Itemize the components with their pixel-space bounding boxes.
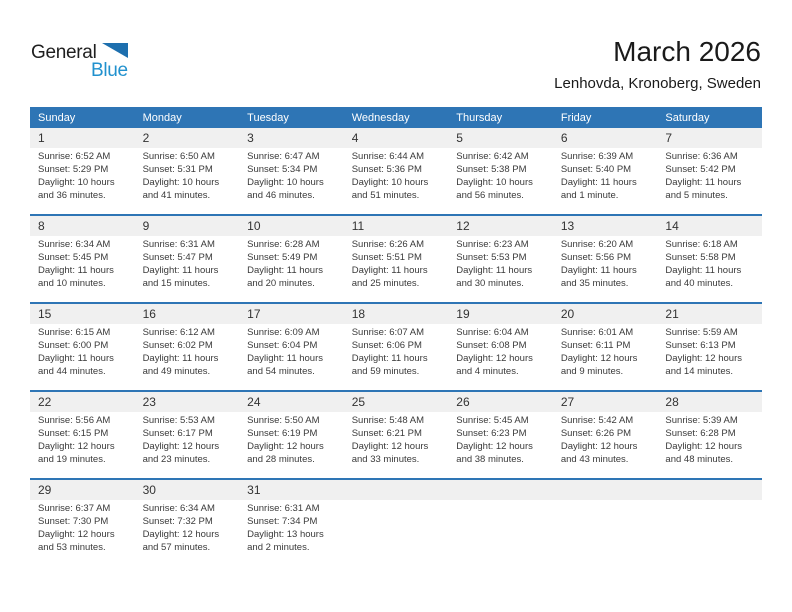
day-detail-line: Sunset: 5:36 PM: [351, 164, 422, 175]
day-number-band: [30, 128, 762, 148]
weekday-header-monday: Monday: [142, 111, 182, 124]
day-detail-line: Sunset: 5:40 PM: [560, 164, 632, 175]
day-detail-line: Sunset: 7:30 PM: [38, 516, 109, 527]
day-number: 8: [38, 219, 45, 233]
day-detail-line: Daylight: 11 hours: [560, 265, 637, 276]
day-detail-line: and 23 minutes.: [142, 454, 211, 465]
day-number: 20: [560, 307, 575, 321]
day-detail-line: and 9 minutes.: [560, 366, 624, 377]
day-number: 9: [142, 219, 150, 233]
day-number: 18: [351, 307, 366, 321]
day-number: 1: [38, 131, 45, 145]
day-number: 3: [247, 131, 254, 145]
week-row: [30, 214, 762, 302]
day-detail-line: and 10 minutes.: [38, 278, 106, 289]
day-details: [553, 150, 658, 202]
day-details: [239, 502, 344, 554]
weekday-header-wednesday: Wednesday: [351, 111, 410, 124]
weekday-header-saturday: Saturday: [665, 111, 710, 124]
day-details: [657, 414, 762, 466]
day-number: 15: [38, 307, 52, 321]
day-details-band: [30, 236, 762, 302]
day-detail-line: Daylight: 11 hours: [665, 177, 742, 188]
day-detail-line: Sunset: 6:19 PM: [247, 428, 318, 439]
day-number-band: [30, 480, 762, 500]
logo-triangle-icon: [102, 43, 128, 58]
day-detail-line: and 4 minutes.: [456, 366, 519, 377]
day-detail-line: Daylight: 10 hours: [456, 177, 533, 188]
day-detail-line: and 1 minute.: [560, 190, 619, 201]
day-detail-line: and 20 minutes.: [247, 278, 315, 289]
day-number: 25: [351, 395, 366, 409]
day-number: 14: [665, 219, 679, 233]
day-detail-line: Sunset: 5:49 PM: [247, 252, 318, 263]
page-title: March 2026: [613, 36, 761, 67]
day-detail-line: Daylight: 11 hours: [247, 353, 324, 364]
general-blue-logo: [31, 40, 151, 88]
day-details: [239, 414, 344, 466]
day-number: 11: [351, 219, 365, 233]
day-detail-line: Daylight: 11 hours: [351, 353, 428, 364]
day-detail-line: Daylight: 12 hours: [665, 441, 742, 452]
day-details: [30, 150, 135, 202]
day-detail-line: Daylight: 11 hours: [38, 265, 114, 276]
day-detail-line: Sunrise: 6:12 AM: [142, 327, 215, 338]
day-number: 21: [665, 307, 679, 321]
day-number-band: [30, 216, 762, 236]
day-detail-line: Daylight: 12 hours: [665, 353, 742, 364]
day-detail-line: Sunset: 6:21 PM: [351, 428, 422, 439]
day-detail-line: and 38 minutes.: [456, 454, 524, 465]
day-detail-line: Sunrise: 5:50 AM: [247, 415, 320, 426]
week-row: [30, 478, 762, 566]
weekday-header-thursday: Thursday: [456, 111, 503, 124]
day-detail-line: Daylight: 12 hours: [38, 529, 115, 540]
day-number: 10: [247, 219, 261, 233]
day-number: 17: [247, 307, 261, 321]
day-detail-line: and 46 minutes.: [247, 190, 315, 201]
day-detail-line: Daylight: 10 hours: [38, 177, 115, 188]
week-row: [30, 128, 762, 214]
day-detail-line: and 57 minutes.: [142, 542, 211, 553]
day-details-band: [30, 412, 762, 478]
day-details: [553, 326, 658, 378]
day-detail-line: and 25 minutes.: [351, 278, 420, 289]
day-detail-line: Sunset: 5:38 PM: [456, 164, 527, 175]
day-number: 27: [560, 395, 575, 409]
day-detail-line: Sunset: 7:34 PM: [247, 516, 318, 527]
day-details: [344, 238, 449, 290]
day-detail-line: and 41 minutes.: [142, 190, 211, 201]
day-details: [30, 238, 135, 290]
day-detail-line: Sunrise: 5:45 AM: [456, 415, 529, 426]
day-detail-line: Sunrise: 5:56 AM: [38, 415, 111, 426]
day-detail-line: Sunset: 6:08 PM: [456, 340, 527, 351]
day-number: 29: [38, 483, 52, 497]
day-detail-line: Sunrise: 6:09 AM: [247, 327, 320, 338]
day-details: [344, 414, 449, 466]
day-details-band: [30, 148, 762, 214]
day-details: [344, 150, 449, 202]
day-number: 24: [247, 395, 261, 409]
day-number: 4: [351, 131, 359, 145]
day-detail-line: Sunset: 5:31 PM: [142, 164, 213, 175]
day-detail-line: Daylight: 11 hours: [665, 265, 742, 276]
day-details: [448, 414, 553, 466]
day-details: [30, 326, 135, 378]
weekday-header-sunday: Sunday: [38, 111, 76, 124]
day-number: 5: [456, 131, 463, 145]
day-details: [135, 502, 240, 554]
day-detail-line: and 19 minutes.: [38, 454, 106, 465]
day-detail-line: Daylight: 12 hours: [142, 441, 220, 452]
day-details: [30, 502, 135, 554]
day-detail-line: Sunrise: 6:07 AM: [351, 327, 425, 338]
day-detail-line: and 36 minutes.: [38, 190, 106, 201]
logo-text-blue: Blue: [91, 60, 128, 81]
day-detail-line: Sunrise: 5:42 AM: [560, 415, 634, 426]
day-detail-line: and 14 minutes.: [665, 366, 734, 377]
day-number: 22: [38, 395, 52, 409]
day-detail-line: Sunset: 5:51 PM: [351, 252, 422, 263]
day-detail-line: Daylight: 10 hours: [247, 177, 324, 188]
day-detail-line: Sunset: 6:17 PM: [142, 428, 213, 439]
day-detail-line: Daylight: 11 hours: [38, 353, 114, 364]
day-number: 2: [142, 131, 150, 145]
day-detail-line: Daylight: 10 hours: [142, 177, 220, 188]
day-detail-line: Sunset: 7:32 PM: [142, 516, 213, 527]
day-details: [135, 150, 240, 202]
day-detail-line: Sunrise: 5:48 AM: [351, 415, 425, 426]
day-details-band: [30, 500, 762, 566]
day-number: 16: [142, 307, 156, 321]
weekday-header-friday: Friday: [560, 111, 592, 124]
day-detail-line: Sunrise: 6:01 AM: [560, 327, 634, 338]
location-subtitle: Lenhovda, Kronoberg, Sweden: [554, 75, 761, 92]
day-detail-line: Sunset: 6:23 PM: [456, 428, 527, 439]
day-detail-line: Sunrise: 6:39 AM: [560, 151, 634, 162]
day-detail-line: and 40 minutes.: [665, 278, 734, 289]
day-number: 12: [456, 219, 470, 233]
week-row: [30, 302, 762, 390]
day-detail-line: and 56 minutes.: [456, 190, 524, 201]
day-details: [448, 238, 553, 290]
day-detail-line: Sunrise: 6:31 AM: [142, 239, 215, 250]
day-detail-line: Sunset: 5:29 PM: [38, 164, 109, 175]
day-detail-line: Sunrise: 6:23 AM: [456, 239, 529, 250]
day-detail-line: Sunset: 6:06 PM: [351, 340, 422, 351]
day-detail-line: Sunrise: 6:18 AM: [665, 239, 738, 250]
day-detail-line: Sunrise: 6:36 AM: [665, 151, 738, 162]
day-detail-line: Daylight: 12 hours: [38, 441, 115, 452]
day-detail-line: Sunset: 5:42 PM: [665, 164, 736, 175]
day-details: [657, 150, 762, 202]
day-number: 6: [560, 131, 568, 145]
day-detail-line: Sunset: 6:13 PM: [665, 340, 736, 351]
day-detail-line: and 43 minutes.: [560, 454, 629, 465]
day-detail-line: Sunset: 6:15 PM: [38, 428, 109, 439]
day-number: 23: [142, 395, 156, 409]
day-detail-line: Sunrise: 6:47 AM: [247, 151, 320, 162]
day-detail-line: and 59 minutes.: [351, 366, 420, 377]
day-detail-line: Daylight: 12 hours: [456, 441, 533, 452]
day-detail-line: Sunrise: 6:50 AM: [142, 151, 215, 162]
day-detail-line: and 51 minutes.: [351, 190, 420, 201]
day-number-band: [30, 304, 762, 324]
logo-text-general: General: [31, 42, 97, 63]
day-detail-line: Sunset: 5:34 PM: [247, 164, 318, 175]
day-detail-line: Sunset: 5:56 PM: [560, 252, 632, 263]
day-detail-line: Sunrise: 6:42 AM: [456, 151, 529, 162]
day-details: [239, 150, 344, 202]
day-number: 31: [247, 483, 261, 497]
week-row: [30, 390, 762, 478]
day-detail-line: Daylight: 11 hours: [351, 265, 428, 276]
weekday-header-tuesday: Tuesday: [247, 111, 289, 124]
day-detail-line: Daylight: 11 hours: [142, 353, 219, 364]
day-detail-line: Sunrise: 6:34 AM: [142, 503, 215, 514]
day-details: [135, 326, 240, 378]
day-details: [135, 238, 240, 290]
day-detail-line: Sunrise: 5:53 AM: [142, 415, 215, 426]
day-details: [239, 326, 344, 378]
day-detail-line: Sunset: 6:26 PM: [560, 428, 632, 439]
day-details: [344, 326, 449, 378]
day-detail-line: and 33 minutes.: [351, 454, 420, 465]
day-detail-line: and 49 minutes.: [142, 366, 211, 377]
day-detail-line: and 44 minutes.: [38, 366, 106, 377]
day-detail-line: Sunrise: 6:15 AM: [38, 327, 111, 338]
day-detail-line: Sunrise: 6:52 AM: [38, 151, 111, 162]
day-number: 30: [142, 483, 156, 497]
calendar-table: [30, 107, 762, 566]
day-details: [30, 414, 135, 466]
day-detail-line: and 30 minutes.: [456, 278, 524, 289]
day-detail-line: Sunset: 6:00 PM: [38, 340, 109, 351]
day-detail-line: Daylight: 12 hours: [560, 353, 638, 364]
day-detail-line: Daylight: 11 hours: [142, 265, 219, 276]
day-detail-line: and 48 minutes.: [665, 454, 734, 465]
day-detail-line: and 2 minutes.: [247, 542, 310, 553]
day-detail-line: Sunrise: 5:39 AM: [665, 415, 738, 426]
day-detail-line: and 28 minutes.: [247, 454, 315, 465]
day-detail-line: Sunset: 6:04 PM: [247, 340, 318, 351]
day-detail-line: Sunset: 5:53 PM: [456, 252, 527, 263]
day-detail-line: and 15 minutes.: [142, 278, 211, 289]
day-detail-line: Sunrise: 6:26 AM: [351, 239, 425, 250]
day-detail-line: Daylight: 11 hours: [560, 177, 637, 188]
day-detail-line: Sunset: 5:45 PM: [38, 252, 109, 263]
weekday-header-row: [30, 107, 762, 128]
day-detail-line: Sunset: 6:02 PM: [142, 340, 213, 351]
day-detail-line: and 5 minutes.: [665, 190, 728, 201]
day-detail-line: Daylight: 12 hours: [142, 529, 220, 540]
day-details: [448, 326, 553, 378]
day-details: [135, 414, 240, 466]
day-detail-line: Sunset: 5:47 PM: [142, 252, 213, 263]
day-detail-line: Sunrise: 6:04 AM: [456, 327, 529, 338]
calendar-weeks: [30, 128, 762, 566]
empty-day-details: [657, 502, 762, 554]
empty-day-details: [553, 502, 658, 554]
day-number: 28: [665, 395, 679, 409]
day-detail-line: Daylight: 11 hours: [247, 265, 324, 276]
day-detail-line: Sunset: 6:28 PM: [665, 428, 736, 439]
day-detail-line: Sunrise: 6:44 AM: [351, 151, 425, 162]
day-detail-line: Sunrise: 6:37 AM: [38, 503, 111, 514]
day-details: [657, 238, 762, 290]
day-details: [553, 238, 658, 290]
day-detail-line: Sunrise: 6:34 AM: [38, 239, 111, 250]
header-title-block: [554, 36, 761, 94]
day-detail-line: and 53 minutes.: [38, 542, 106, 553]
day-detail-line: Daylight: 12 hours: [351, 441, 429, 452]
day-number: 19: [456, 307, 470, 321]
empty-day-details: [448, 502, 553, 554]
day-details: [448, 150, 553, 202]
day-detail-line: Daylight: 12 hours: [456, 353, 533, 364]
day-number: 26: [456, 395, 470, 409]
day-detail-line: Sunrise: 5:59 AM: [665, 327, 738, 338]
day-detail-line: Sunrise: 6:20 AM: [560, 239, 634, 250]
day-detail-line: Daylight: 11 hours: [456, 265, 533, 276]
day-detail-line: and 35 minutes.: [560, 278, 629, 289]
day-detail-line: Daylight: 13 hours: [247, 529, 324, 540]
day-detail-line: Sunrise: 6:31 AM: [247, 503, 320, 514]
day-detail-line: Sunrise: 6:28 AM: [247, 239, 320, 250]
day-detail-line: Sunset: 5:58 PM: [665, 252, 736, 263]
day-detail-line: Sunset: 6:11 PM: [560, 340, 631, 351]
day-number: 13: [560, 219, 575, 233]
day-number: 7: [665, 131, 673, 145]
day-details: [239, 238, 344, 290]
day-detail-line: Daylight: 10 hours: [351, 177, 429, 188]
empty-day-details: [344, 502, 449, 554]
day-details: [657, 326, 762, 378]
day-details: [553, 414, 658, 466]
day-details-band: [30, 324, 762, 390]
day-detail-line: Daylight: 12 hours: [560, 441, 638, 452]
day-number-band: [30, 392, 762, 412]
day-detail-line: Daylight: 12 hours: [247, 441, 324, 452]
day-detail-line: and 54 minutes.: [247, 366, 315, 377]
